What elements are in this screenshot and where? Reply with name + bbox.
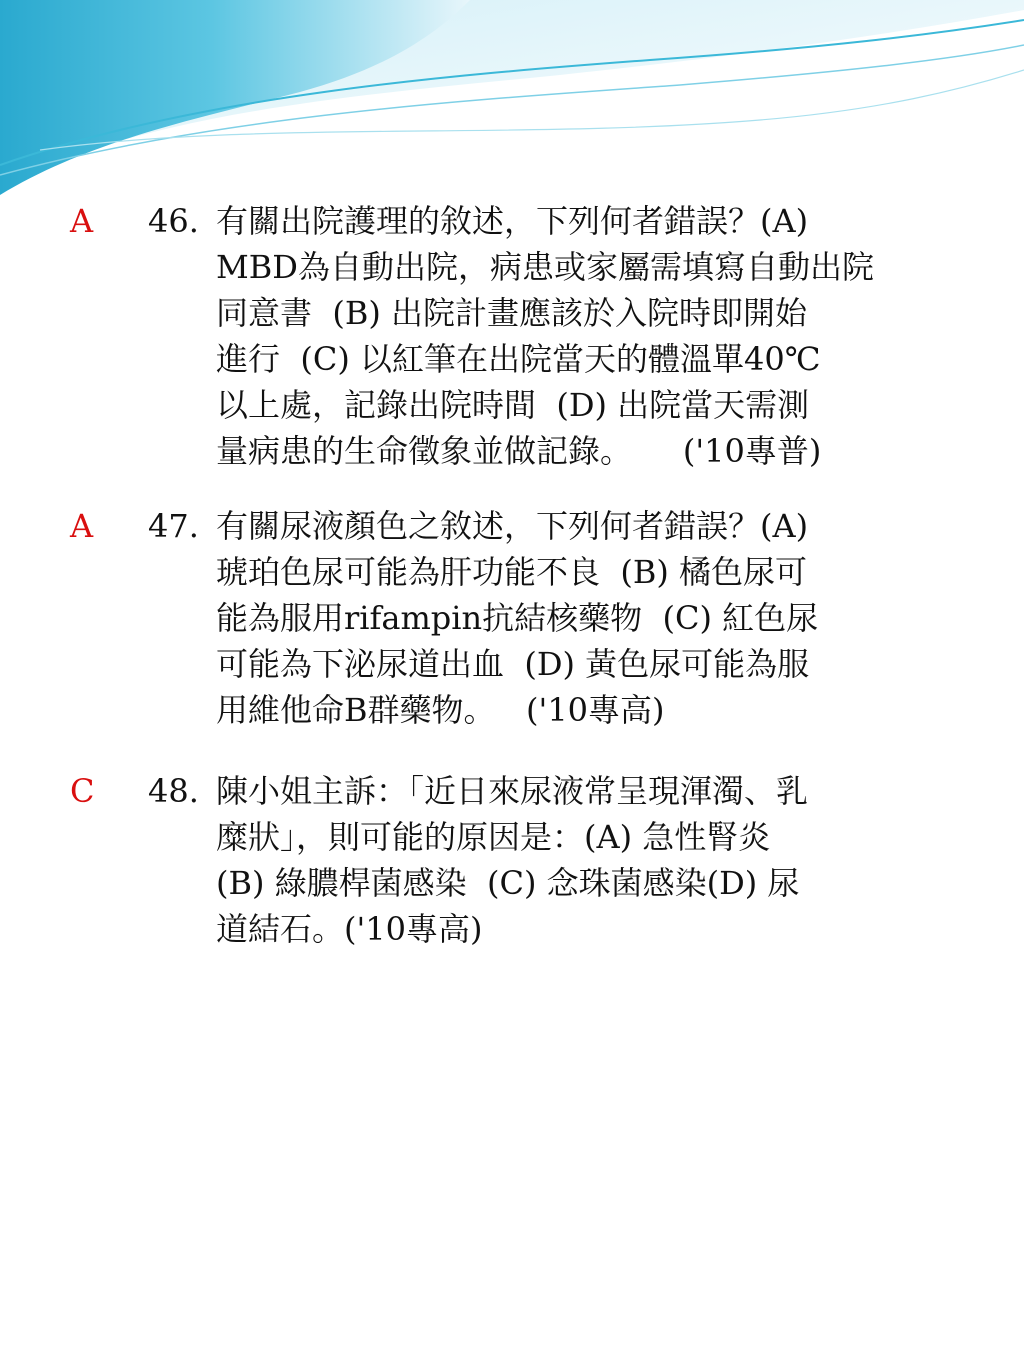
answer-key: A	[70, 507, 94, 545]
question-text-line: 糜狀」，則可能的原因是：(A) 急性腎炎	[216, 818, 771, 856]
question-text-line: (B) 綠膿桿菌感染 (C) 念珠菌感染(D) 尿	[216, 864, 800, 902]
header-wave-decoration	[0, 0, 1024, 210]
question-text-line: 量病患的生命徵象並做記錄。 ('10專普)	[216, 432, 822, 470]
question-text-line: 進行 (C) 以紅筆在出院當天的體溫單40℃	[216, 340, 821, 378]
answer-key: A	[70, 202, 94, 240]
question-text-line: MBD為自動出院，病患或家屬需填寫自動出院	[216, 248, 874, 286]
question-number: 47.	[148, 507, 199, 545]
question-text-line: 陳小姐主訴：「近日來尿液常呈現渾濁、乳	[216, 772, 809, 810]
question-text-line: 以上處，記錄出院時間 (D) 出院當天需測	[216, 386, 810, 424]
question-number: 48.	[148, 772, 199, 810]
question-text-line: 琥珀色尿可能為肝功能不良 (B) 橘色尿可	[216, 553, 808, 591]
question-text-line: 有關出院護理的敘述，下列何者錯誤？(A)	[216, 202, 809, 240]
answer-key: C	[70, 772, 95, 810]
question-number: 46.	[148, 202, 199, 240]
question-text-line: 用維他命B群藥物。 ('10專高)	[216, 691, 665, 729]
question-text	[216, 503, 1006, 733]
question-text-line: 同意書 (B) 出院計畫應該於入院時即開始	[216, 294, 808, 332]
question-text-line: 道結石。('10專高)	[216, 910, 483, 948]
question-text	[216, 768, 1006, 952]
question-text-line: 可能為下泌尿道出血 (D) 黃色尿可能為服	[216, 645, 810, 683]
question-text-line: 能為服用rifampin抗結核藥物 (C) 紅色尿	[216, 599, 819, 637]
question-text	[216, 198, 1006, 474]
question-text-line: 有關尿液顏色之敘述，下列何者錯誤？(A)	[216, 507, 809, 545]
